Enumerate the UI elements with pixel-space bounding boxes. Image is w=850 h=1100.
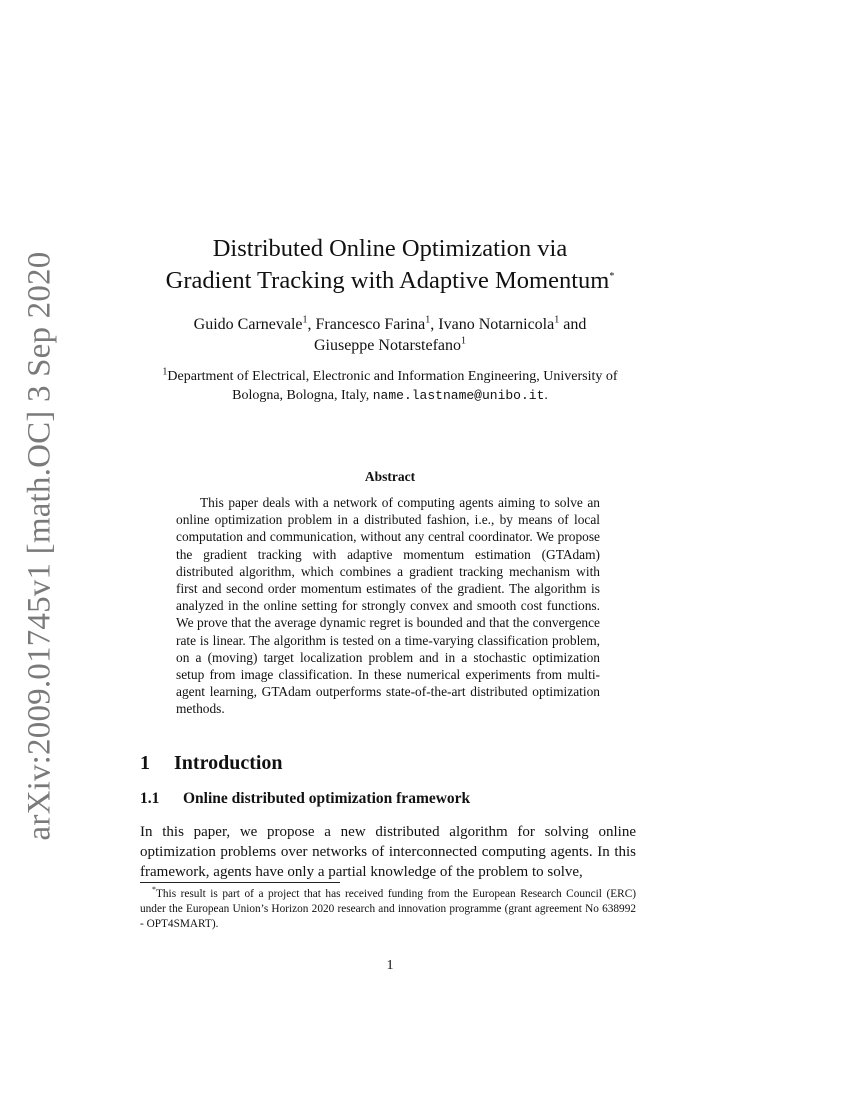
footnote-divider [140, 882, 340, 883]
footnote-text: This result is part of a project that has received funding from the European Research Council (ERC) under the European Union’s Horizon 2020 research and innovation programme (grant agreement No 638992 - OPT4SMART). [140, 888, 636, 931]
author-name: Giuseppe Notarstefano [313, 337, 462, 354]
paper-title [140, 233, 640, 297]
introduction-paragraph: In this paper, we propose a new distributed algorithm for solving online optimization problems over networks of interconnected computing agents. In this framework, agents have only a partial knowledge of the problem to solve, [140, 824, 636, 880]
page-number: 1 [386, 958, 394, 973]
abstract-heading: Abstract [364, 469, 416, 484]
contact-email: name.lastname@unibo.it [372, 388, 545, 403]
author-name: Guido Carnevale [193, 316, 303, 333]
title-line-2 [140, 265, 640, 297]
affiliation [140, 367, 640, 405]
author-line-1: Guido Carnevale$^1$, Francesco Farina$^1$, Ivano Notarnicola$^1$ and [193, 314, 587, 333]
author-list [140, 314, 640, 356]
section-heading-introduction [140, 752, 283, 775]
title-line-1: Distributed Online Optimization via [212, 235, 568, 262]
subsection-heading [140, 790, 470, 808]
subsection-title: Online distributed optimization framework [183, 790, 471, 807]
author-line-2 [140, 335, 640, 356]
section-number: 1 [140, 752, 150, 774]
title-footnote-marker: * [609, 270, 615, 282]
footnote-marker: * [152, 885, 156, 895]
subsection-number: 1.1 [140, 790, 160, 807]
affiliation-line-1: $^1$Department of Electrical, Electronic and Information Engineering, University of [162, 366, 618, 384]
affiliation-line-2: Bologna, Bologna, Italy, name.lastname@unibo.it. [232, 388, 548, 403]
author-affiliation-marker: 1 [302, 314, 308, 326]
footnote [140, 887, 636, 933]
author-affiliation-marker: 1 [461, 335, 467, 347]
abstract-text: This paper deals with a network of computing agents aiming to solve an online optimization problem in a distributed fashion, i.e., by means of local computation and communication, without any central coordinator. We propose the gradient tracking with adaptive momentum estimation (GTAdam) distributed algorithm, which combines a gradient tracking mechanism with first and second order momentum estimates of the gradient. The algorithm is analyzed in the online setting for strongly convex and smooth cost functions. We prove that the average dynamic regret is bounded and that the convergence rate is linear. The algorithm is tested on a time-varying classification problem, on a (moving) target localization problem and in a stochastic optimization setup from image classification. In these numerical experiments from multi-agent learning, GTAdam outperforms state-of-the-art distributed optimization methods. [176, 495, 600, 717]
arxiv-identifier-stamp: arXiv:2009.01745v1 [math.OC] 3 Sep 2020 [21, 251, 58, 841]
author-affiliation-marker: 1 [554, 314, 560, 326]
author-name: Ivano Notarnicola [438, 316, 555, 333]
author-name: Francesco Farina [315, 316, 426, 333]
author-affiliation-marker: 1 [425, 314, 431, 326]
title-line-2-text: Gradient Tracking with Adaptive Momentum [165, 267, 610, 294]
section-title: Introduction [174, 752, 283, 774]
affiliation-marker: 1 [162, 366, 168, 378]
